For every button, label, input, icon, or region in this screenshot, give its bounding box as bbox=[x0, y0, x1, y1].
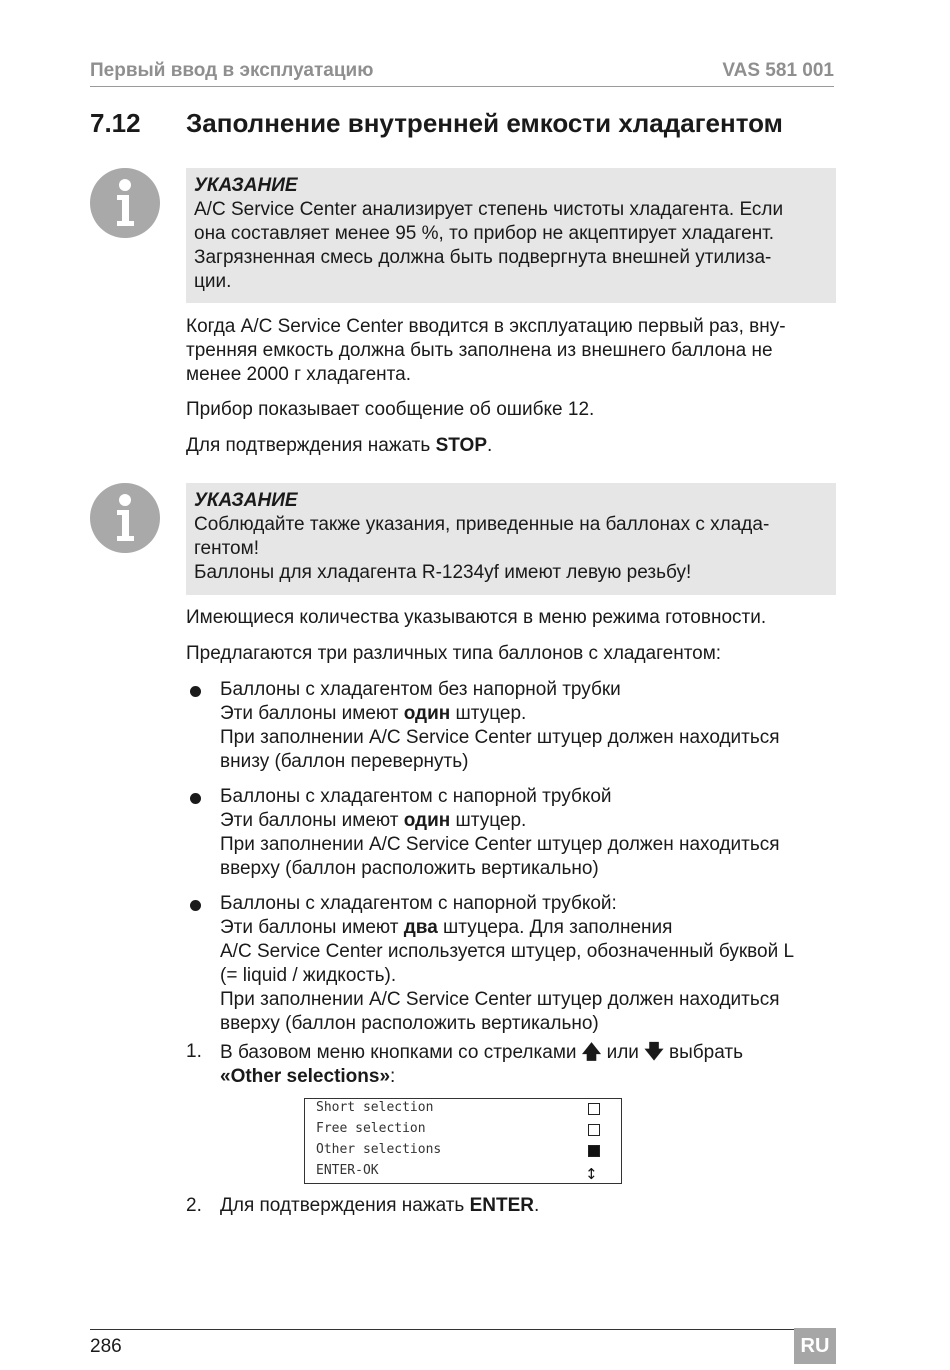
paragraph: Предлагаются три различных типа баллонов с хладагентом: bbox=[186, 643, 722, 664]
text: Эти баллоны имеют bbox=[220, 703, 404, 724]
key-label: ENTER bbox=[469, 1195, 535, 1216]
text: В базовом меню кнопками со стрелками bbox=[220, 1042, 577, 1063]
list-item-line: внизу (баллон перевернуть) bbox=[220, 751, 469, 772]
up-arrow-icon: 🡅 bbox=[581, 1041, 602, 1063]
text: : bbox=[390, 1066, 396, 1087]
step-body bbox=[220, 1040, 840, 1089]
text: . bbox=[534, 1195, 540, 1216]
text: Эти баллоны имеют bbox=[220, 917, 404, 938]
note-title: УКАЗАНИЕ bbox=[194, 175, 298, 196]
list-item-body bbox=[220, 892, 840, 1036]
list-item-line bbox=[220, 916, 840, 940]
list-item-line: При заполнении A/C Service Center штуцер должен находиться bbox=[220, 727, 780, 748]
header-device: VAS 581 001 bbox=[722, 60, 834, 81]
lcd-display bbox=[304, 1098, 622, 1184]
step-line bbox=[220, 1065, 840, 1089]
note-line: Баллоны для хладагента R-1234yf имеют левую резьбу! bbox=[194, 562, 692, 583]
info-icon bbox=[90, 483, 160, 553]
text: Эти баллоны имеют bbox=[220, 810, 404, 831]
list-item-line: При заполнении A/C Service Center штуцер должен находиться bbox=[220, 989, 780, 1010]
key-label: STOP bbox=[435, 435, 487, 456]
header-chapter: Первый ввод в эксплуатацию bbox=[90, 60, 374, 81]
text: выбрать bbox=[669, 1042, 743, 1063]
paragraph bbox=[186, 315, 836, 387]
list-item-body bbox=[220, 785, 840, 881]
step-number: 2. bbox=[186, 1195, 202, 1216]
bullet-icon bbox=[190, 686, 201, 697]
list-item-line: При заполнении A/C Service Center штуцер должен находиться bbox=[220, 834, 780, 855]
list-item-line: вверху (баллон расположить вертикально) bbox=[220, 1013, 599, 1034]
checkbox-empty-icon bbox=[588, 1103, 600, 1115]
info-icon bbox=[90, 168, 160, 238]
paragraph-line: менее 2000 г хладагента. bbox=[186, 364, 412, 385]
checkbox-filled-icon bbox=[588, 1145, 600, 1157]
note-box bbox=[186, 168, 836, 303]
text: или bbox=[606, 1042, 639, 1063]
checkbox-empty-icon bbox=[588, 1124, 600, 1136]
note-line: она составляет менее 95 %, то прибор не акцептирует хладагент. bbox=[194, 223, 775, 244]
note-line: ции. bbox=[194, 271, 232, 292]
note-line: гентом! bbox=[194, 538, 259, 559]
language-badge: RU bbox=[794, 1328, 836, 1364]
list-item-body bbox=[220, 678, 840, 774]
lcd-enter-ok: ENTER-OK bbox=[316, 1163, 379, 1178]
up-down-arrow-icon: ↕ bbox=[585, 1165, 598, 1183]
list-item-line: Баллоны с хладагентом без напорной трубки bbox=[220, 679, 621, 700]
list-item-line bbox=[220, 809, 840, 833]
section-heading: Заполнение внутренней емкости хладагентом bbox=[186, 108, 783, 138]
section-number: 7.12 bbox=[90, 108, 141, 138]
footer-divider bbox=[90, 1329, 834, 1330]
section-title bbox=[90, 108, 783, 139]
list-item-line: вверху (баллон расположить вертикально) bbox=[220, 858, 599, 879]
paragraph-text: Для подтверждения нажать bbox=[186, 435, 436, 456]
bold-text: один bbox=[403, 703, 451, 724]
bold-text: два bbox=[403, 917, 438, 938]
step-number: 1. bbox=[186, 1041, 202, 1062]
text: штуцер. bbox=[450, 703, 527, 724]
note-title: УКАЗАНИЕ bbox=[194, 490, 298, 511]
note-line: A/C Service Center анализирует степень чистоты хладагента. Если bbox=[194, 199, 784, 220]
paragraph-end: . bbox=[487, 435, 493, 456]
lcd-menu-item-other: Other selections bbox=[316, 1142, 442, 1157]
text: штуцер. bbox=[450, 810, 527, 831]
bold-text: один bbox=[403, 810, 451, 831]
paragraph: Имеющиеся количества указываются в меню режима готовности. bbox=[186, 607, 767, 628]
note-box bbox=[186, 483, 836, 595]
menu-option-label: «Other selections» bbox=[220, 1066, 391, 1087]
list-item-line bbox=[220, 702, 840, 726]
text: Для подтверждения нажать bbox=[220, 1195, 470, 1216]
bullet-icon bbox=[190, 900, 201, 911]
list-item-line: A/C Service Center используется штуцер, обозначенный буквой L bbox=[220, 941, 795, 962]
list-item-line: (= liquid / жидкость). bbox=[220, 965, 397, 986]
lcd-menu-item-free: Free selection bbox=[316, 1121, 426, 1136]
paragraph bbox=[186, 434, 836, 458]
bullet-icon bbox=[190, 793, 201, 804]
list-item-line: Баллоны с хладагентом с напорной трубкой bbox=[220, 786, 612, 807]
step-line bbox=[220, 1040, 840, 1065]
step-body bbox=[220, 1194, 840, 1218]
page-header bbox=[90, 58, 834, 87]
lcd-menu-item-short: Short selection bbox=[316, 1100, 434, 1115]
paragraph: Прибор показывает сообщение об ошибке 12. bbox=[186, 399, 595, 420]
text: штуцера. Для заполнения bbox=[437, 917, 673, 938]
note-line: Загрязненная смесь должна быть подвергнута внешней утилиза- bbox=[194, 247, 772, 268]
note-line: Соблюдайте также указания, приведенные на баллонах с хлада- bbox=[194, 514, 770, 535]
down-arrow-icon: 🡇 bbox=[644, 1041, 664, 1063]
page-number: 286 bbox=[90, 1336, 122, 1357]
list-item-line: Баллоны с хладагентом с напорной трубкой: bbox=[220, 893, 617, 914]
paragraph-line: тренняя емкость должна быть заполнена из внешнего баллона не bbox=[186, 340, 773, 361]
paragraph-line: Когда A/C Service Center вводится в эксплуатацию первый раз, вну- bbox=[186, 316, 786, 337]
